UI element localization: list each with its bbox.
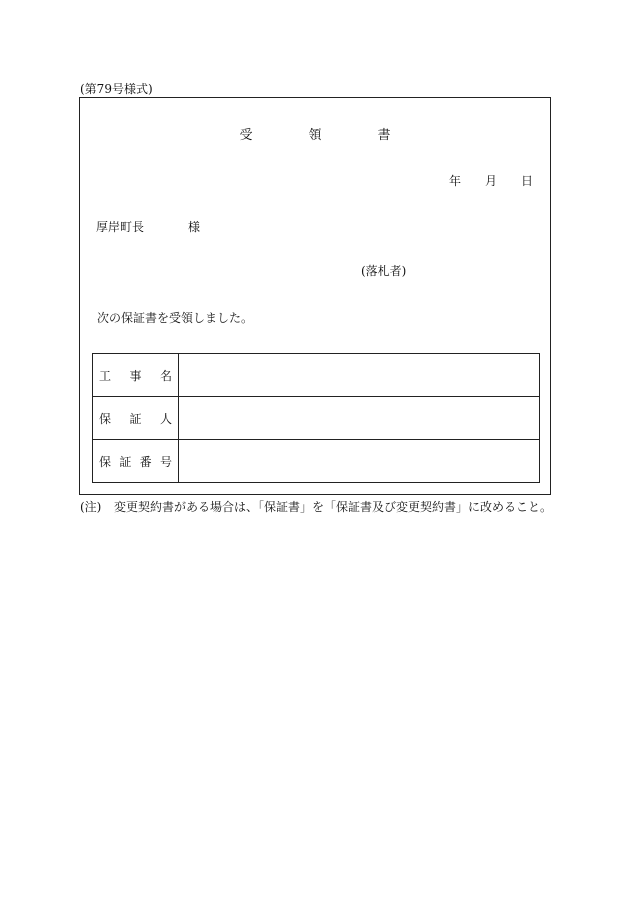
title-char: 領 (308, 128, 322, 143)
guarantee-info-table (92, 353, 540, 483)
addressee-honorific: 様 (188, 220, 201, 234)
addressee (96, 218, 200, 235)
row-label-guarantee-number (93, 440, 179, 483)
label-char: 番 (139, 454, 152, 469)
addressee-name: 厚岸町長 (96, 220, 145, 234)
note-label: (注) (80, 500, 102, 514)
form-number: (第79号様式) (80, 82, 153, 96)
guarantor-field[interactable] (179, 397, 540, 440)
bidder-label: (落札者) (361, 264, 407, 278)
statement-text: 次の保証書を受領しました。 (97, 311, 254, 325)
guarantee-number-field[interactable] (179, 440, 540, 483)
label-char: 証 (119, 454, 132, 469)
row-label-guarantor (93, 397, 179, 440)
table-row (93, 397, 540, 440)
label-char: 名 (159, 368, 172, 383)
table-row (93, 354, 540, 397)
title-char: 受 (239, 128, 253, 143)
title-char: 書 (377, 128, 391, 143)
label-char: 保 (99, 454, 112, 469)
construction-name-field[interactable] (179, 354, 540, 397)
date-year-label: 年 (448, 174, 461, 188)
label-char: 事 (129, 368, 142, 383)
label-char: 人 (159, 411, 172, 426)
date-line (449, 172, 533, 189)
note-text: 変更契約書がある場合は、「保証書」を「保証書及び変更契約書」に改めること。 (114, 500, 553, 514)
date-day-label: 日 (520, 174, 533, 188)
date-month-label: 月 (484, 174, 497, 188)
label-char: 号 (159, 454, 172, 469)
label-char: 証 (129, 411, 142, 426)
label-char: 工 (99, 368, 112, 383)
row-label-construction-name (93, 354, 179, 397)
label-char: 保 (99, 411, 112, 426)
footnote (80, 498, 552, 515)
receipt-form-frame (79, 97, 551, 495)
document-title (80, 124, 550, 143)
table-row (93, 440, 540, 483)
